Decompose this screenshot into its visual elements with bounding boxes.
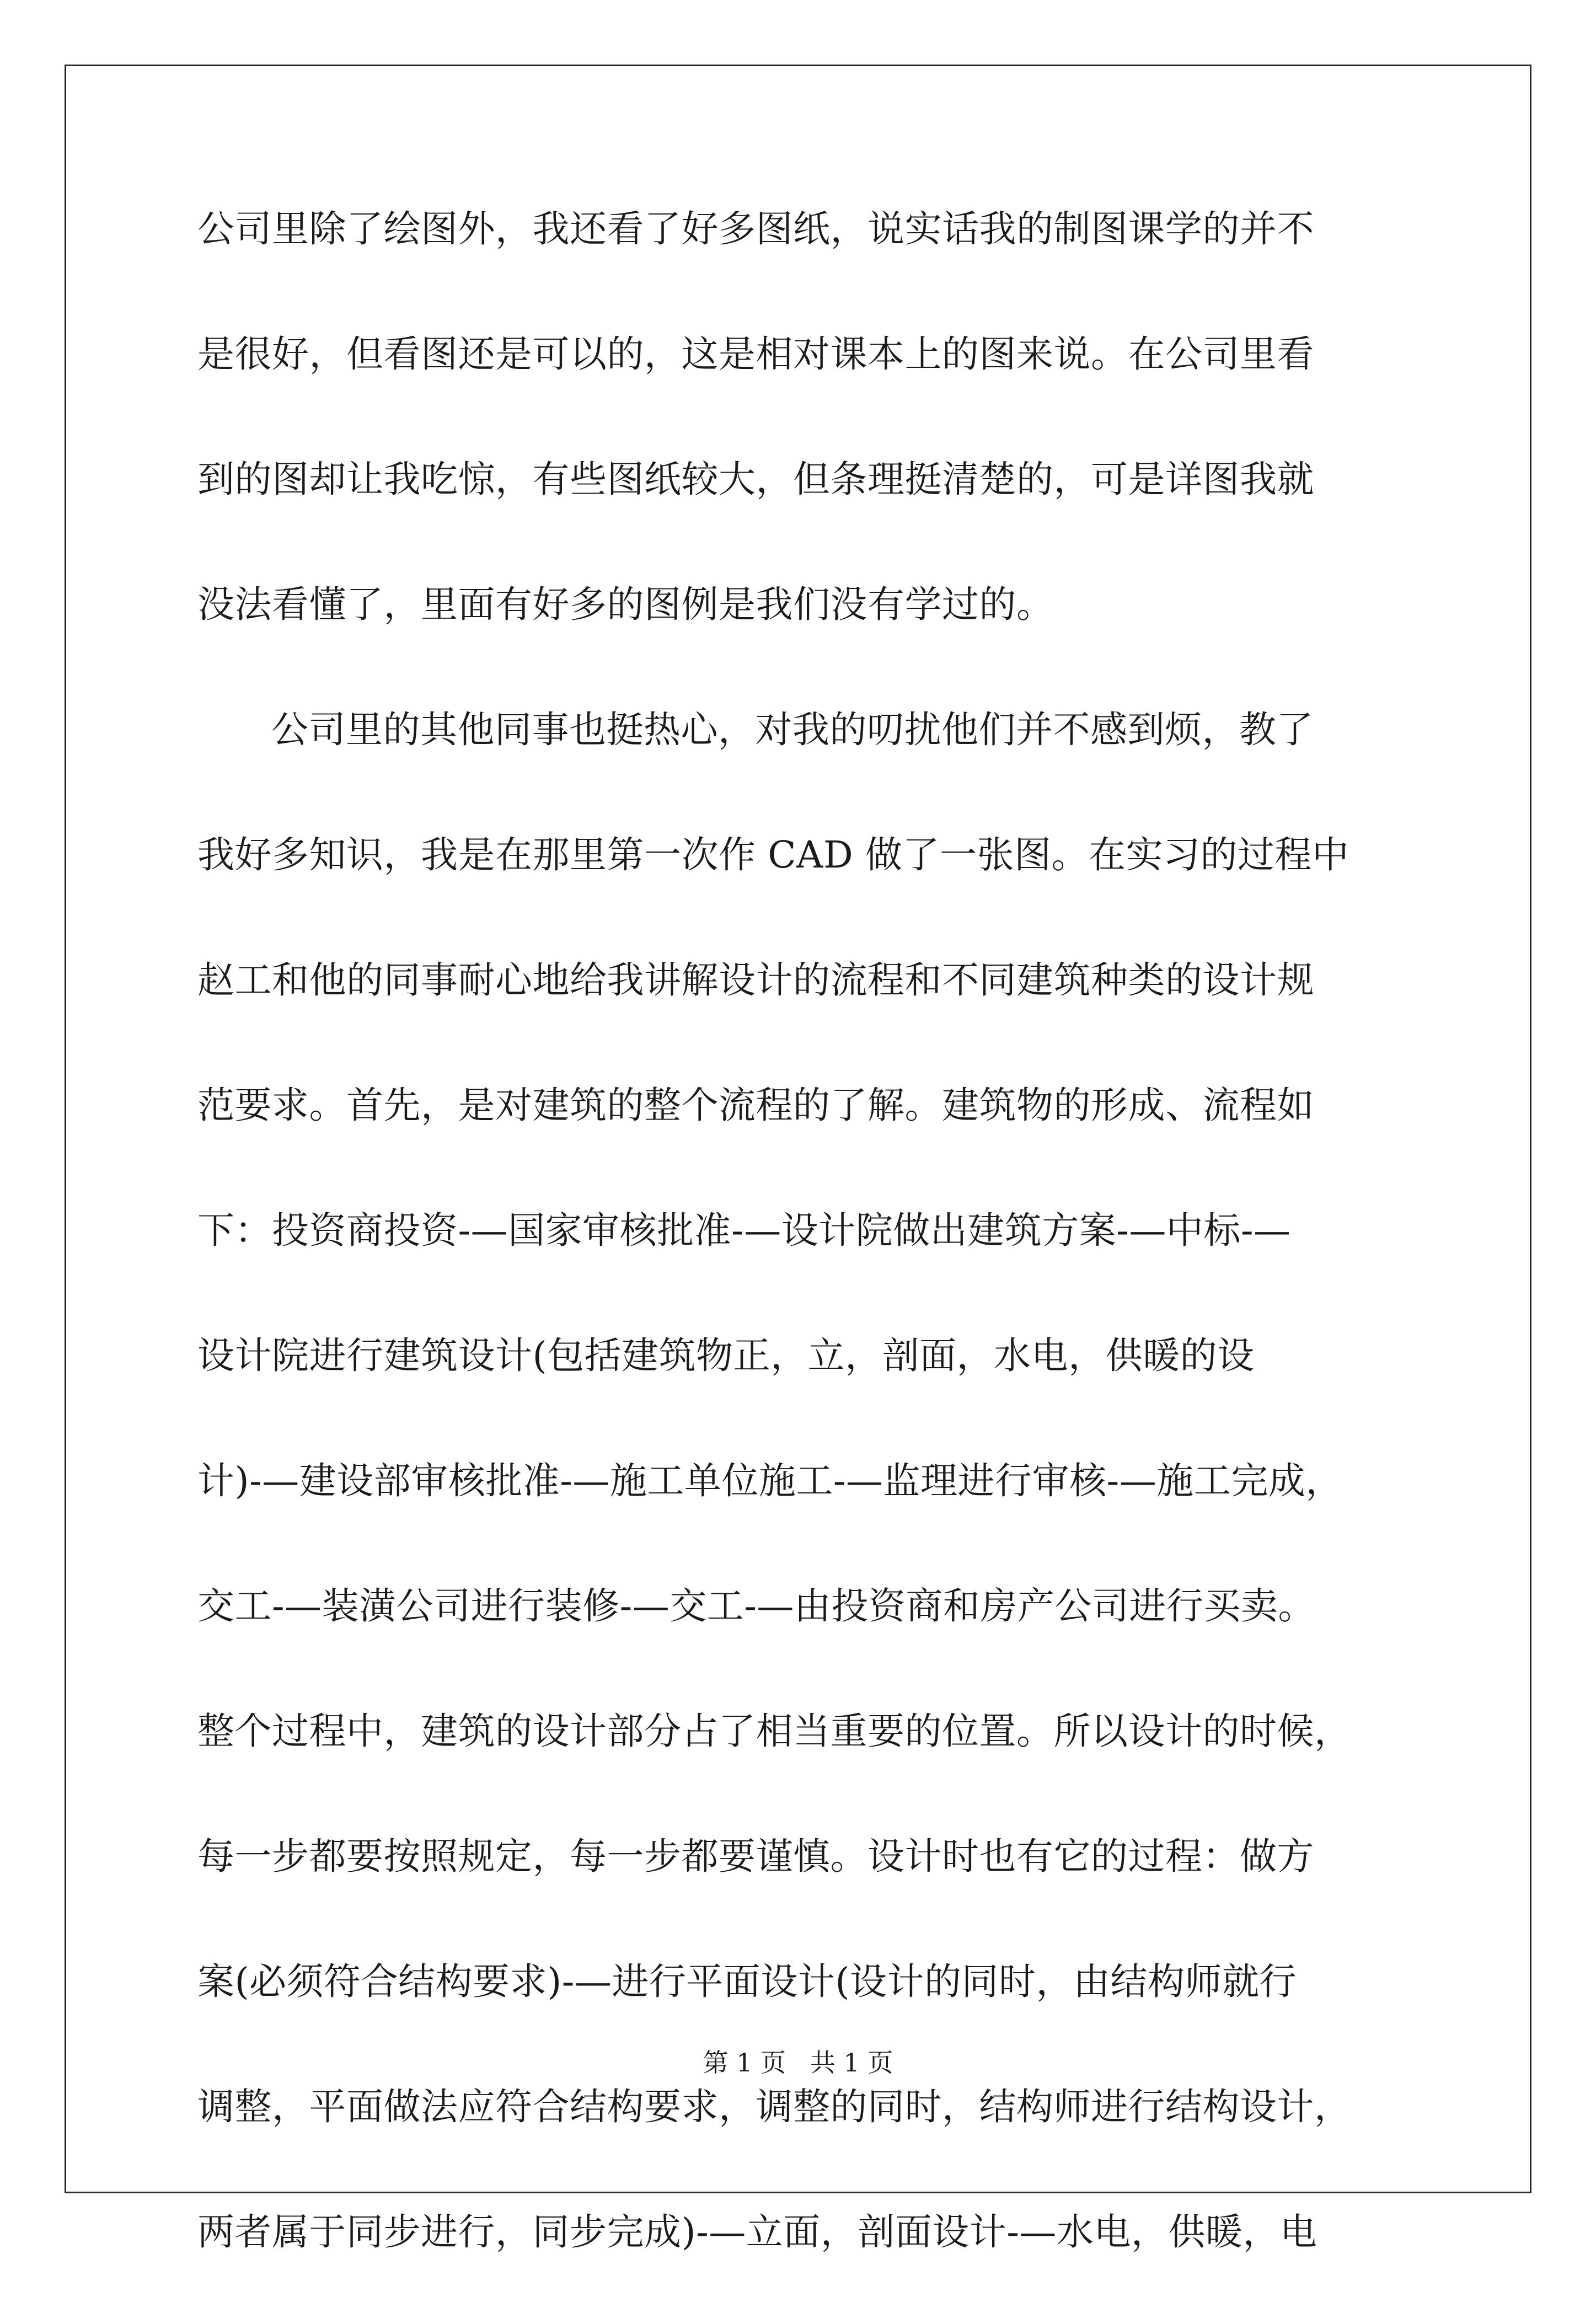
text-line: 我好多知识，我是在那里第一次作 CAD 做了一张图。在实习的过程中: [197, 833, 1349, 876]
text-line: 每一步都要按照规定，每一步都要谨慎。设计时也有它的过程：做方: [197, 1835, 1314, 1878]
text-line: 交工-—装潢公司进行装修-—交工-—由投资商和房产公司进行买卖。: [197, 1584, 1315, 1627]
text-line: 调整，平面做法应符合结构要求，调整的同时，结构师进行结构设计，: [197, 2085, 1352, 2128]
text-line: 下：投资商投资-—国家审核批准-—设计院做出建筑方案-—中标-—: [197, 1209, 1291, 1252]
text-line: 赵工和他的同事耐心地给我讲解设计的流程和不同建筑种类的设计规: [197, 958, 1314, 1002]
text-line: 整个过程中，建筑的设计部分占了相当重要的位置。所以设计的时候，: [197, 1710, 1352, 1753]
text-line: 两者属于同步进行，同步完成)-—立面，剖面设计-—水电，供暖，电: [197, 2210, 1317, 2253]
text-line: 到的图却让我吃惊，有些图纸较大，但条理挺清楚的，可是详图我就: [197, 458, 1314, 501]
text-line: 范要求。首先，是对建筑的整个流程的了解。建筑物的形成、流程如: [197, 1084, 1314, 1127]
text-line: 计)-—建设部审核批准-—施工单位施工-—监理进行审核-—施工完成，: [197, 1459, 1343, 1502]
text-line: 没法看懂了，里面有好多的图例是我们没有学过的。: [197, 583, 1054, 626]
text-line: 是很好，但看图还是可以的，这是相对课本上的图来说。在公司里看: [197, 333, 1314, 376]
document-body: [197, 196, 1405, 2324]
text-line: 案(必须符合结构要求)-—进行平面设计(设计的同时，由结构师就行: [197, 1960, 1297, 2003]
text-line: 公司里除了绘图外，我还看了好多图纸，说实话我的制图课学的并不: [197, 207, 1314, 250]
paragraph-first-line: 公司里的其他同事也挺热心，对我的叨扰他们并不感到烦，教了: [271, 708, 1314, 751]
text-line: 设计院进行建筑设计(包括建筑物正，立，剖面，水电，供暖的设: [197, 1334, 1255, 1377]
page-number-footer: 第 1 页 共 1 页: [703, 2048, 893, 2077]
